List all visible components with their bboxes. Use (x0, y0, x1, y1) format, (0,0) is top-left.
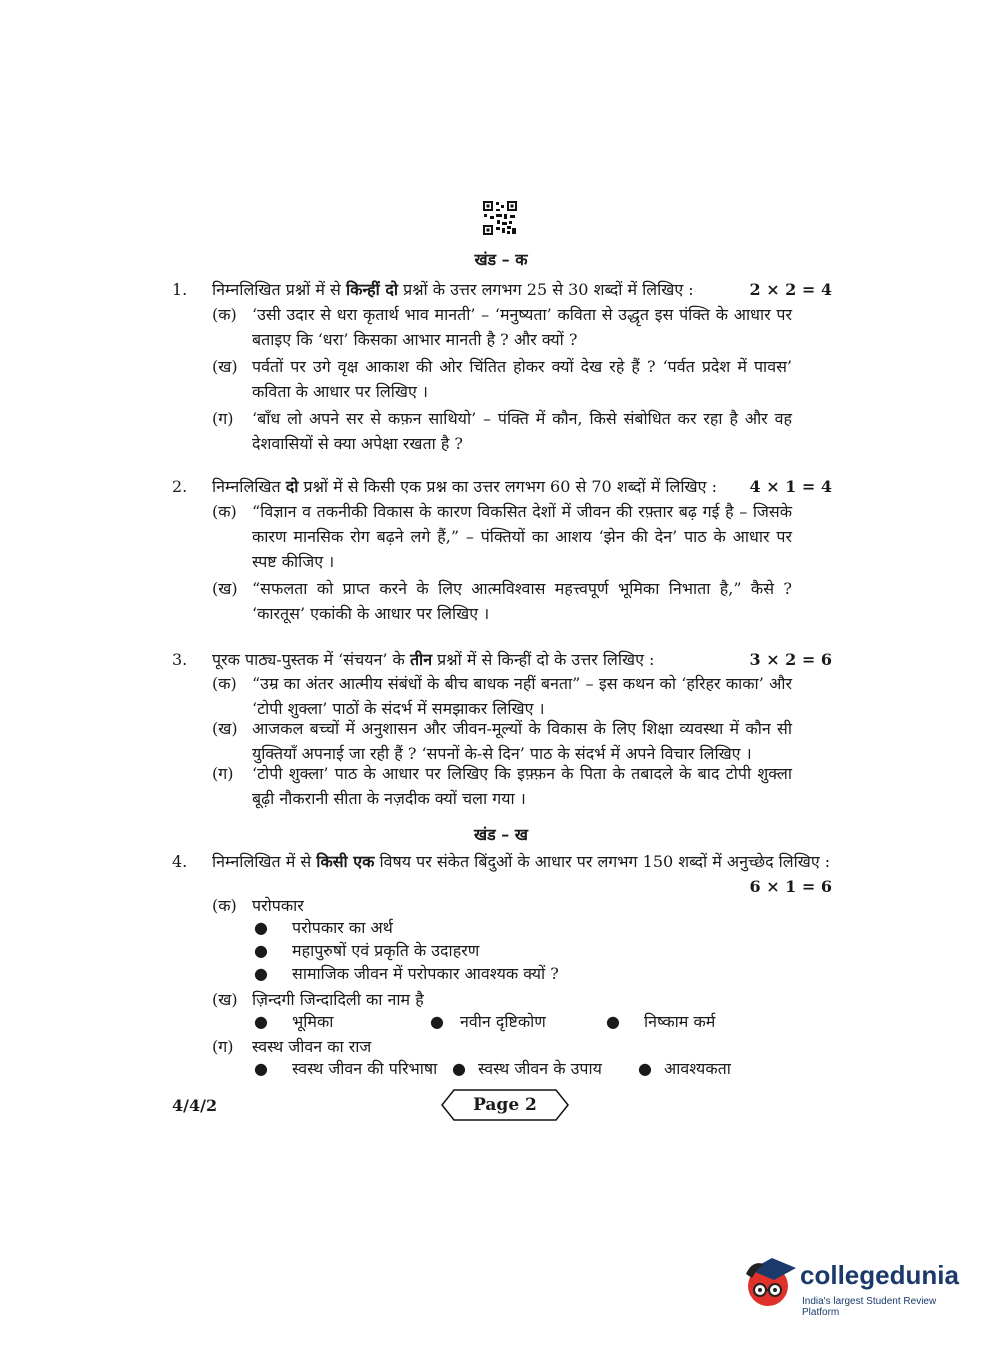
brand-logo (742, 1250, 972, 1320)
question-marks: 3 × 2 = 6 (749, 650, 832, 669)
question-number: 3. (172, 650, 188, 669)
question-4 (172, 849, 832, 899)
sub-label: (ख) (212, 719, 238, 738)
topic-label: (ग) (212, 1037, 234, 1056)
list-item: ● परोपकार का अर्थ (254, 918, 393, 937)
question-prompt: निम्नलिखित दो प्रश्नों में से किसी एक प्रश्न का उत्तर लगभग 60 से 70 शब्दों में लिखिए : (212, 477, 717, 496)
sub-text: “उम्र का अंतर आत्मीय संबंधों के बीच बाधक नहीं बनता” – इस कथन को ‘हरिहर काका’ और ‘टोपी शुक्ला’ पाठों के संदर्भ में समझाकर लिखिए । (252, 674, 792, 718)
topic-title: स्वस्थ जीवन का राज (252, 1037, 372, 1056)
question-3 (172, 647, 832, 672)
topic-title: परोपकार (252, 896, 304, 915)
sub-label: (ग) (212, 409, 234, 428)
question-2 (172, 474, 832, 499)
list-item: ● नवीन दृष्टिकोण (430, 1012, 546, 1031)
list-item: ● स्वस्थ जीवन की परिभाषा (254, 1059, 438, 1078)
sub-text: आजकल बच्चों में अनुशासन और जीवन-मूल्यों के विकास के लिए शिक्षा व्यवस्था में कौन सी युक्तियाँ अपनाई जा रही हैं ? ‘सपनों के-से दिन’ पाठ के संदर्भ में अपने विचार लिखिए । (252, 719, 792, 763)
question-marks: 4 × 1 = 4 (749, 477, 832, 496)
question-prompt: निम्नलिखित में से किसी एक विषय पर संकेत बिंदुओं के आधार पर लगभग 150 शब्दों में अनुच्छेद लिखिए : (212, 852, 831, 871)
question-prompt: निम्नलिखित प्रश्नों में से किन्हीं दो प्रश्नों के उत्तर लगभग 25 से 30 शब्दों में लिखिए : (212, 280, 694, 299)
section-b-heading: खंड – ख (474, 825, 528, 844)
sub-label: (ग) (212, 764, 234, 783)
sub-text: ‘बाँध लो अपने सर से कफ़न साथियो’ – पंक्ति में कौन, किसे संबोधित कर रहा है और वह देशवासियों से क्या अपेक्षा रखता है ? (252, 409, 792, 453)
topic-title: ज़िन्दगी जिन्दादिली का नाम है (252, 990, 424, 1009)
page-number-tag (440, 1088, 570, 1122)
topic-label: (ख) (212, 990, 238, 1009)
sub-label: (क) (212, 502, 237, 521)
question-marks: 2 × 2 = 4 (749, 280, 832, 299)
sub-text: ‘टोपी शुक्ला’ पाठ के आधार पर लिखिए कि इफ़्फ़न के पिता के तबादले के बाद टोपी शुक्ला बूढ़ी नौकरानी सीता के नज़दीक क्यों चला गया । (252, 764, 792, 808)
list-item: ● सामाजिक जीवन में परोपकार आवश्यक क्यों ? (254, 964, 559, 983)
question-marks: 6 × 1 = 6 (749, 877, 832, 896)
mascot-icon (742, 1252, 798, 1312)
question-number: 1. (172, 280, 188, 299)
question-number: 2. (172, 477, 188, 496)
topic-label: (क) (212, 896, 237, 915)
list-row (254, 1057, 814, 1080)
sub-text: “सफलता को प्राप्त करने के लिए आत्मविश्वास महत्त्वपूर्ण भूमिका निभाता है,” कैसे ? ‘कारतूस’ एकांकी के आधार पर लिखिए । (252, 579, 792, 623)
paper-code: 4/4/2 (172, 1096, 218, 1115)
list-item: ● महापुरुषों एवं प्रकृति के उदाहरण (254, 941, 480, 960)
list-item: ● आवश्यकता (638, 1059, 731, 1078)
page-number: Page 2 (473, 1095, 537, 1115)
brand-tagline: India's largest Student Review Platform (802, 1296, 937, 1318)
sub-label: (ख) (212, 357, 238, 376)
sub-text: “विज्ञान व तकनीकी विकास के कारण विकसित देशों में जीवन की रफ़्तार बढ़ गई है – जिसके कारण मानसिक रोग बढ़ने लगे हैं,” – पंक्तियों का आशय ‘झेन की देन’ पाठ के आधार पर स्पष्ट कीजिए । (252, 502, 792, 571)
sub-label: (ख) (212, 579, 238, 598)
sub-label: (क) (212, 674, 237, 693)
topic-3-points (254, 1057, 814, 1080)
question-number: 4. (172, 852, 188, 871)
question-1 (172, 277, 832, 302)
sub-label: (क) (212, 305, 237, 324)
topic-2-points (254, 1010, 814, 1033)
sub-text: ‘उसी उदार से धरा कृतार्थ भाव मानती’ – ‘मनुष्यता’ कविता से उद्धृत इस पंक्ति के आधार पर बताइए कि ‘धरा’ किसका आभार मानती है ? और क्यों ? (252, 305, 792, 349)
list-item: ● निष्काम कर्म (606, 1012, 716, 1031)
list-row (254, 1010, 814, 1033)
sub-text: पर्वतों पर उगे वृक्ष आकाश की ओर चिंतित होकर क्यों देख रहे हैं ? ‘पर्वत प्रदेश में पावस’ कविता के आधार पर लिखिए । (252, 357, 792, 401)
list-item: ● स्वस्थ जीवन के उपाय (452, 1059, 602, 1078)
topic-1-points (254, 916, 559, 985)
qr-code-icon (482, 200, 518, 236)
brand-name: collegedunia (800, 1260, 959, 1290)
list-item: ● भूमिका (254, 1012, 334, 1031)
question-prompt: पूरक पाठ्य-पुस्तक में ‘संचयन’ के तीन प्रश्नों में से किन्हीं दो के उत्तर लिखिए : (212, 650, 655, 669)
section-a-heading: खंड – क (474, 250, 528, 269)
